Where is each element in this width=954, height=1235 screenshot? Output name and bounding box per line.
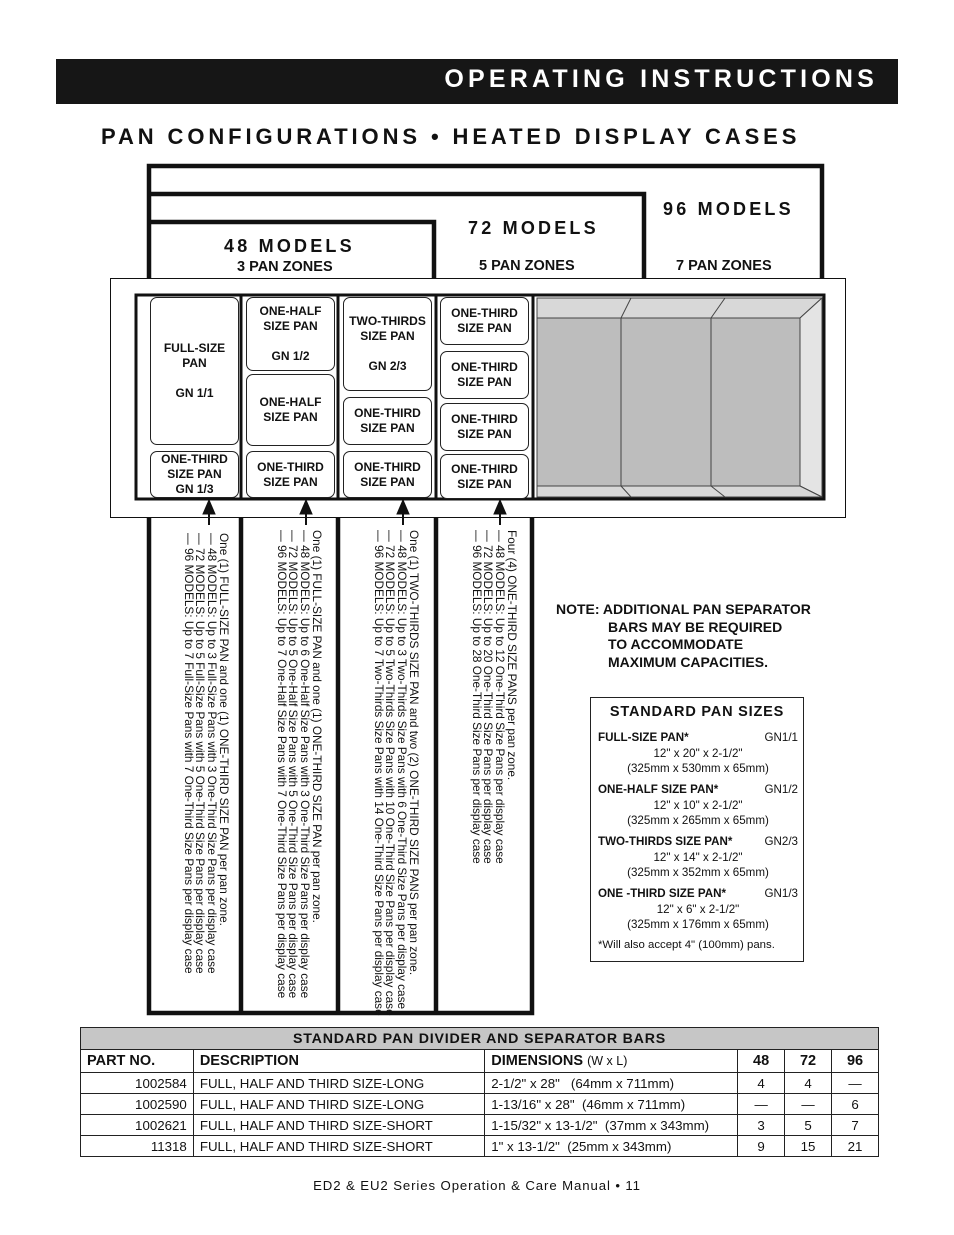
pan-size-item bbox=[598, 834, 798, 881]
pan-size-name: ONE -THIRD SIZE PAN* bbox=[598, 887, 726, 900]
pan-label: SIZE PAN bbox=[263, 474, 318, 489]
pan-label: SIZE PAN bbox=[457, 375, 512, 389]
column-3-description bbox=[372, 530, 419, 1016]
pan-size-inches: 12" x 10" x 2-1/2" bbox=[653, 798, 743, 812]
cell-72: — bbox=[785, 1094, 832, 1115]
pan-label: ONE-THIRD bbox=[451, 360, 518, 374]
pan-size-mm: (325mm x 352mm x 65mm) bbox=[627, 866, 769, 879]
zone-96-title: 96 MODELS bbox=[663, 199, 794, 219]
cell-dimensions: 1" x 13-1/2" (25mm x 343mm) bbox=[485, 1136, 738, 1157]
pan-label: GN 1/3 bbox=[175, 482, 214, 496]
zone-48-title: 48 MODELS bbox=[224, 236, 355, 256]
column-line: — 72 MODELS: Up to 5 Two-Thirds Size Pans with 10 One-Third Size Pans per display case bbox=[383, 530, 398, 1016]
pan-size-gn: GN1/2 bbox=[764, 783, 798, 796]
capacity-note bbox=[556, 601, 811, 671]
pan-full-size bbox=[150, 297, 239, 445]
pan-label: SIZE PAN bbox=[457, 321, 512, 335]
note-line: TO ACCOMMODATE bbox=[608, 636, 744, 652]
column-4-description bbox=[470, 530, 517, 864]
cell-dimensions: 2-1/2" x 28" (64mm x 711mm) bbox=[485, 1073, 738, 1094]
pan-size-name: FULL-SIZE PAN* bbox=[598, 731, 689, 744]
table-title: STANDARD PAN DIVIDER AND SEPARATOR BARS bbox=[81, 1028, 879, 1050]
column-header-description: DESCRIPTION bbox=[193, 1050, 484, 1073]
pan-label: TWO-THIRDS bbox=[349, 314, 426, 328]
column-line: — 72 MODELS: Up to 20 One-Third Size Pans per display case bbox=[481, 530, 496, 864]
pan-label: FULL-SIZE bbox=[163, 341, 226, 355]
pan-size-name: TWO-THIRDS SIZE PAN* bbox=[598, 835, 733, 848]
pan-sizes-footnote: *Will also accept 4" (100mm) pans. bbox=[598, 939, 775, 951]
column-2-description bbox=[275, 530, 322, 998]
column-line: — 72 MODELS: Up to 5 Full-Size Pans with 5 One-Third Size Pans per display case bbox=[193, 533, 208, 974]
column-line: — 48 MODELS: Up to 3 Two-Thirds Size Pans with 6 One-Third Size Pans per display case bbox=[395, 530, 410, 1010]
note-line: MAXIMUM CAPACITIES. bbox=[608, 653, 768, 670]
pan-one-third bbox=[440, 297, 529, 345]
pan-label: SIZE PAN bbox=[263, 319, 318, 333]
column-lead: Four (4) ONE-THIRD SIZE PANS per pan zone. bbox=[505, 530, 519, 781]
pan-label: SIZE PAN bbox=[263, 410, 318, 424]
column-line: — 96 MODELS: Up to 7 Two-Thirds Size Pans with 14 One-Third Size Pans per display case bbox=[371, 530, 386, 1016]
pan-label: ONE-THIRD bbox=[257, 459, 324, 474]
pan-one-third bbox=[343, 397, 432, 445]
pan-size-item bbox=[598, 730, 798, 777]
pan-illustration-gray bbox=[537, 298, 822, 497]
cell-dimensions: 1-13/16" x 28" (46mm x 711mm) bbox=[485, 1094, 738, 1115]
pan-label bbox=[193, 371, 196, 386]
pan-label: SIZE PAN bbox=[457, 427, 512, 441]
pan-one-third bbox=[246, 451, 335, 498]
pan-size-inches: 12" x 6" x 2-1/2" bbox=[656, 902, 740, 916]
pan-size-item bbox=[598, 886, 798, 933]
dimensions-unit: (W x L) bbox=[587, 1054, 628, 1068]
pan-label: ONE-THIRD bbox=[161, 452, 228, 466]
pan-label: SIZE PAN bbox=[360, 329, 415, 343]
pan-size-gn: GN2/3 bbox=[764, 835, 798, 848]
page-header-title: OPERATING INSTRUCTIONS bbox=[444, 65, 878, 93]
column-header-96: 96 bbox=[832, 1050, 879, 1073]
table-row bbox=[81, 1115, 879, 1136]
section-title: PAN CONFIGURATIONS • HEATED DISPLAY CASES bbox=[101, 124, 801, 149]
cell-part: 11318 bbox=[81, 1136, 194, 1157]
pan-size-gn: GN1/1 bbox=[764, 731, 798, 744]
cell-96: 21 bbox=[832, 1136, 879, 1157]
column-line: — 96 MODELS: Up to 28 One-Third Size Pans per display case bbox=[469, 530, 484, 864]
cell-48: 9 bbox=[738, 1136, 785, 1157]
pan-label: ONE-THIRD bbox=[451, 306, 518, 320]
dimensions-label: DIMENSIONS bbox=[491, 1053, 584, 1069]
pan-size-inches: 12" x 14" x 2-1/2" bbox=[653, 850, 743, 864]
cell-96: 7 bbox=[832, 1115, 879, 1136]
cell-72: 5 bbox=[785, 1115, 832, 1136]
cell-dimensions: 1-15/32" x 13-1/2" (37mm x 343mm) bbox=[485, 1115, 738, 1136]
pan-label: GN 1/2 bbox=[271, 349, 310, 363]
pan-label: GN 2/3 bbox=[368, 359, 407, 373]
cell-72: 15 bbox=[785, 1136, 832, 1157]
pan-one-third bbox=[440, 351, 529, 399]
pan-two-thirds-gn bbox=[343, 297, 432, 391]
cell-description: FULL, HALF AND THIRD SIZE-SHORT bbox=[193, 1136, 484, 1157]
pan-label: ONE-THIRD bbox=[354, 406, 421, 420]
cell-description: FULL, HALF AND THIRD SIZE-LONG bbox=[193, 1094, 484, 1115]
cell-description: FULL, HALF AND THIRD SIZE-LONG bbox=[193, 1073, 484, 1094]
pan-label: SIZE PAN bbox=[360, 421, 415, 435]
cell-part: 1002584 bbox=[81, 1073, 194, 1094]
cell-48: — bbox=[738, 1094, 785, 1115]
pan-one-third bbox=[440, 454, 529, 499]
pan-label: ONE-HALF bbox=[259, 395, 322, 409]
zone-96-subtitle: 7 PAN ZONES bbox=[676, 258, 772, 274]
pan-one-third bbox=[343, 451, 432, 498]
column-line: — 96 MODELS: Up to 7 Full-Size Pans with 7 One-Third Size Pans per display case bbox=[181, 533, 196, 974]
pan-one-third-gn bbox=[150, 451, 239, 498]
pan-label: GN 1/1 bbox=[175, 386, 214, 400]
table-row bbox=[81, 1073, 879, 1094]
cell-part: 1002621 bbox=[81, 1115, 194, 1136]
column-lead: One (1) FULL-SIZE PAN and one (1) ONE-THIRD SIZE PAN per pan zone. bbox=[310, 530, 324, 923]
zone-48-subtitle: 3 PAN ZONES bbox=[237, 259, 333, 275]
note-line: BARS MAY BE REQUIRED bbox=[608, 618, 783, 635]
page-footer: ED2 & EU2 Series Operation & Care Manual • 11 bbox=[313, 1178, 641, 1193]
column-header-48: 48 bbox=[738, 1050, 785, 1073]
pan-size-gn: GN1/3 bbox=[764, 887, 798, 900]
table-row bbox=[81, 1136, 879, 1157]
zone-72-subtitle: 5 PAN ZONES bbox=[479, 258, 575, 274]
cell-description: FULL, HALF AND THIRD SIZE-SHORT bbox=[193, 1115, 484, 1136]
pan-size-mm: (325mm x 265mm x 65mm) bbox=[627, 814, 769, 827]
column-line: — 48 MODELS: Up to 6 One-Half Size Pans with 3 One-Third Size Pans per display case bbox=[298, 530, 313, 999]
column-line: — 48 MODELS: Up to 3 Full-Size Pans with 3 One-Third Size Pans per display case bbox=[205, 533, 220, 974]
standard-pan-sizes-title: STANDARD PAN SIZES bbox=[609, 704, 785, 720]
cell-96: 6 bbox=[832, 1094, 879, 1115]
column-1-description bbox=[182, 533, 229, 974]
pan-one-half bbox=[246, 374, 335, 446]
note-line: NOTE: ADDITIONAL PAN SEPARATOR bbox=[556, 601, 811, 617]
pan-one-half-gn bbox=[246, 297, 335, 371]
pan-size-name: ONE-HALF SIZE PAN* bbox=[598, 783, 719, 796]
column-lead: One (1) TWO-THIRDS SIZE PAN and two (2) ONE-THIRD SIZE PANS per pan zone. bbox=[407, 530, 421, 976]
pan-label: SIZE PAN bbox=[167, 467, 222, 481]
cell-48: 4 bbox=[738, 1073, 785, 1094]
pan-label: ONE-THIRD bbox=[451, 412, 518, 426]
cell-part: 1002590 bbox=[81, 1094, 194, 1115]
pan-label: SIZE PAN bbox=[360, 474, 415, 489]
pan-label bbox=[386, 344, 389, 359]
pan-one-third bbox=[440, 403, 529, 451]
pan-label: ONE-THIRD bbox=[354, 459, 421, 474]
pan-label: ONE-HALF bbox=[259, 304, 322, 318]
pan-label bbox=[289, 334, 292, 349]
pan-label: ONE-THIRD bbox=[451, 461, 518, 476]
cell-96: — bbox=[832, 1073, 879, 1094]
column-lead: One (1) FULL-SIZE PAN and one (1) ONE-THIRD SIZE PAN per pan zone. bbox=[217, 533, 231, 926]
column-line: — 72 MODELS: Up to 5 One-Half Size Pans with 5 One-Third Size Pans per display case bbox=[286, 530, 301, 999]
separator-bars-table bbox=[80, 1027, 879, 1157]
column-header-part: PART NO. bbox=[81, 1050, 194, 1073]
pan-size-item bbox=[598, 782, 798, 829]
zone-72-title: 72 MODELS bbox=[468, 218, 599, 238]
cell-72: 4 bbox=[785, 1073, 832, 1094]
pan-label: SIZE PAN bbox=[457, 476, 512, 491]
pan-size-mm: (325mm x 176mm x 65mm) bbox=[627, 918, 769, 931]
table-row bbox=[81, 1094, 879, 1115]
pan-size-mm: (325mm x 530mm x 65mm) bbox=[627, 762, 769, 775]
cell-48: 3 bbox=[738, 1115, 785, 1136]
column-header-dimensions bbox=[485, 1050, 738, 1073]
pan-label: PAN bbox=[182, 356, 207, 370]
column-header-72: 72 bbox=[785, 1050, 832, 1073]
column-line: — 96 MODELS: Up to 7 One-Half Size Pans with 7 One-Third Size Pans per display case bbox=[274, 530, 289, 999]
pan-size-inches: 12" x 20" x 2-1/2" bbox=[653, 746, 743, 760]
standard-pan-sizes-box bbox=[590, 697, 804, 962]
column-line: — 48 MODELS: Up to 12 One-Third Size Pans per display case bbox=[493, 530, 508, 864]
